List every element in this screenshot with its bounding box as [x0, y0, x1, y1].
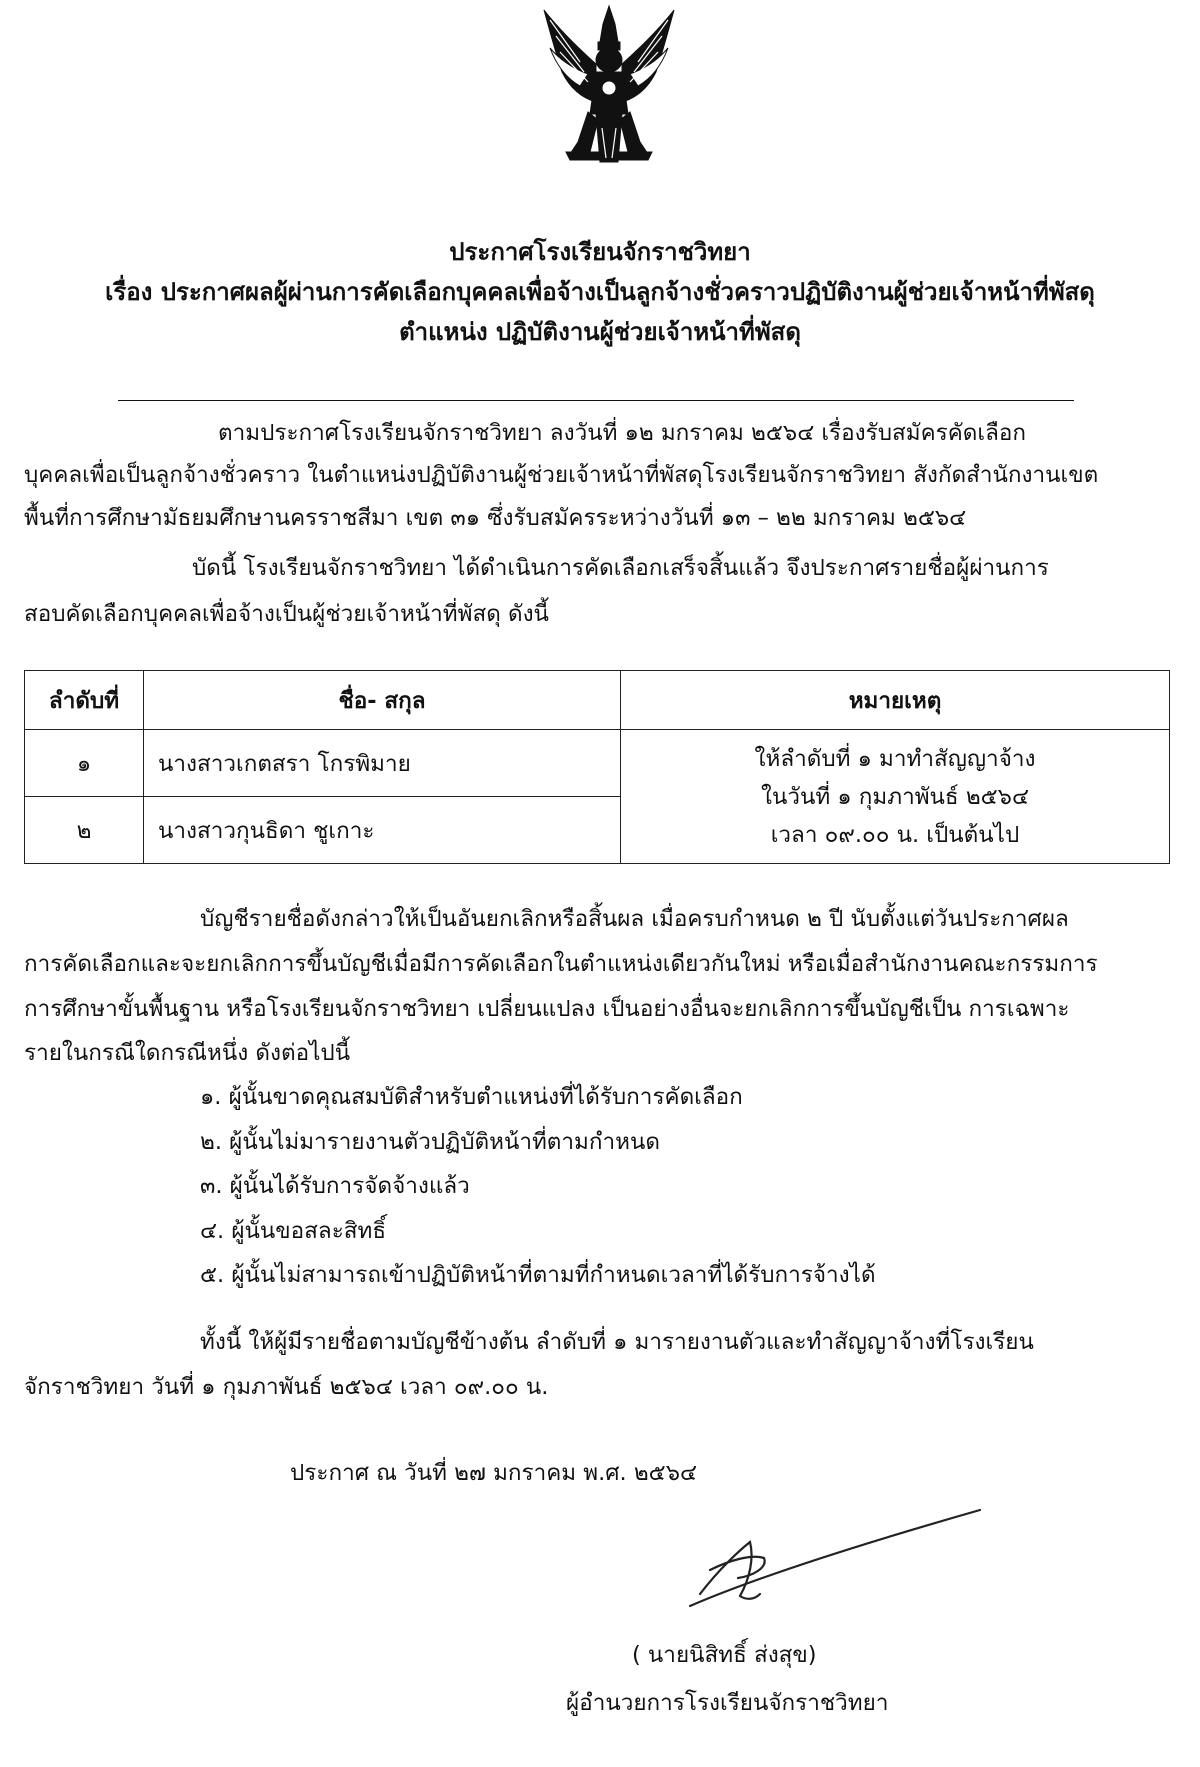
- note-line-1: ให้ลำดับที่ ๑ มาทำสัญญาจ้าง: [754, 745, 1036, 772]
- col-header-note: หมายเหตุ: [621, 671, 1170, 730]
- row-number: ๒: [25, 797, 144, 864]
- condition-item: ๔. ผู้นั้นขอสละสิทธิ์: [200, 1218, 387, 1244]
- condition-item: ๓. ผู้นั้นได้รับการจัดจ้างแล้ว: [200, 1173, 470, 1199]
- announcement-title: ประกาศโรงเรียนจักราชวิทยา: [449, 238, 751, 266]
- row-note: [621, 730, 1170, 864]
- col-header-number: ลำดับที่: [25, 671, 144, 730]
- closing-line-1: ทั้งนี้ ให้ผู้มีรายชื่อตามบัญชีข้างต้น ลำดับที่ ๑ มารายงานตัวและทำสัญญาจ้างที่โรงเรียน: [200, 1329, 1034, 1355]
- row-name: นางสาวเกตสรา โกรพิมาย: [144, 730, 621, 797]
- closing-line-2: จักราชวิทยา วันที่ ๑ กุมภาพันธ์ ๒๕๖๔ เวลา ๐๙.๐๐ น.: [24, 1374, 549, 1400]
- conditions-line-4: รายในกรณีใดกรณีหนึ่ง ดังต่อไปนี้: [24, 1040, 351, 1066]
- intro-line-1: ตามประกาศโรงเรียนจักราชวิทยา ลงวันที่ ๑๒ มกราคม ๒๕๖๔ เรื่องรับสมัครคัดเลือก: [218, 420, 1026, 446]
- condition-item: ๒. ผู้นั้นไม่มารายงานตัวปฏิบัติหน้าที่ตามกำหนด: [200, 1129, 660, 1155]
- divider-rule: [118, 400, 1074, 401]
- row-number: ๑: [25, 730, 144, 797]
- intro-line-4: บัดนี้ โรงเรียนจักราชวิทยา ได้ดำเนินการคัดเลือกเสร็จสิ้นแล้ว จึงประกาศรายชื่อผู้ผ่านการ: [192, 555, 1049, 581]
- table-header-row: [25, 671, 1170, 730]
- intro-line-2: บุคคลเพื่อเป็นลูกจ้างชั่วคราว ในตำแหน่งปฏิบัติงานผู้ช่วยเจ้าหน้าที่พัสดุโรงเรียนจักราชวิทยา สังกัดสำนักงานเขต: [24, 462, 1099, 488]
- conditions-line-1: บัญชีรายชื่อดังกล่าวให้เป็นอันยกเลิกหรือสิ้นผล เมื่อครบกำหนด ๒ ปี นับตั้งแต่วันประกาศผล: [200, 906, 1069, 932]
- conditions-line-2: การคัดเลือกและจะยกเลิกการขึ้นบัญชีเมื่อมีการคัดเลือกในตำแหน่งเดียวกันใหม่ หรือเมื่อสำนักงานคณะกรรมการ: [24, 951, 1098, 977]
- table-row: [25, 730, 1170, 797]
- announcement-subject: เรื่อง ประกาศผลผู้ผ่านการคัดเลือกบุคคลเพื่อจ้างเป็นลูกจ้างชั่วคราวปฏิบัติงานผู้ช่วยเจ้าหน้าที่พัสดุ: [105, 278, 1095, 306]
- note-line-3: เวลา ๐๙.๐๐ น. เป็นต้นไป: [770, 821, 1020, 848]
- intro-line-5: สอบคัดเลือกบุคคลเพื่อจ้างเป็นผู้ช่วยเจ้าหน้าที่พัสดุ ดังนี้: [24, 601, 549, 627]
- note-line-2: ในวันที่ ๑ กุมภาพันธ์ ๒๕๖๔: [761, 783, 1029, 810]
- garuda-emblem-icon: [540, 2, 678, 165]
- condition-item: ๕. ผู้นั้นไม่สามารถเข้าปฏิบัติหน้าที่ตามที่กำหนดเวลาที่ได้รับการจ้างได้: [200, 1262, 876, 1288]
- handwritten-signature: [680, 1498, 1010, 1608]
- intro-line-3: พื้นที่การศึกษามัธยมศึกษานครราชสีมา เขต ๓๑ ซึ่งรับสมัครระหว่างวันที่ ๑๓ – ๒๒ มกราคม ๒๕๖๔: [24, 505, 967, 531]
- announcement-position: ตำแหน่ง ปฏิบัติงานผู้ช่วยเจ้าหน้าที่พัสดุ: [399, 318, 801, 346]
- signatory-name: ( นายนิสิทธิ์ ส่งสุข): [632, 1642, 817, 1668]
- conditions-line-3: การศึกษาขั้นพื้นฐาน หรือโรงเรียนจักราชวิทยา เปลี่ยนแปลง เป็นอย่างอื่นจะยกเลิกการขึ้นบัญชีเป็น การเฉพาะ: [24, 996, 1070, 1022]
- condition-item: ๑. ผู้นั้นขาดคุณสมบัติสำหรับตำแหน่งที่ได้รับการคัดเลือก: [200, 1084, 743, 1110]
- results-table: [24, 670, 1170, 864]
- announcement-date: ประกาศ ณ วันที่ ๒๗ มกราคม พ.ศ. ๒๕๖๔: [290, 1460, 698, 1486]
- col-header-name: ชื่อ- สกุล: [144, 671, 621, 730]
- row-name: นางสาวกุนธิดา ชูเกาะ: [144, 797, 621, 864]
- signatory-title: ผู้อำนวยการโรงเรียนจักราชวิทยา: [566, 1690, 889, 1716]
